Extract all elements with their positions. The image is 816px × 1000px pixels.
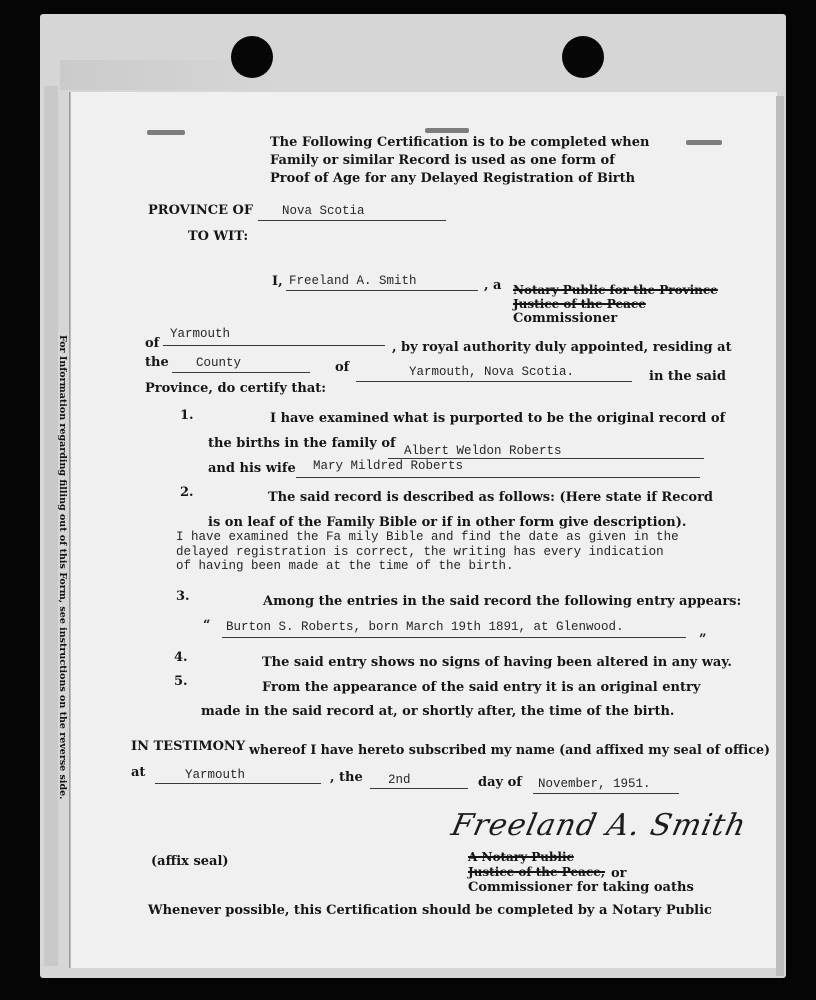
signature-or: or (611, 866, 627, 881)
testimony-place: Yarmouth (185, 768, 246, 782)
header-line-3: Proof of Age for any Delayed Registration of Birth (270, 171, 636, 186)
punch-hole-right (562, 36, 604, 78)
signature-commissioner: Commissioner for taking oaths (468, 880, 694, 895)
item-1-number: 1. (180, 408, 194, 423)
staple-mark-left (147, 130, 185, 135)
province-certify: Province, do certify that: (145, 381, 327, 396)
item-3-close-quote: ” (699, 632, 707, 647)
declarant-a: , a (484, 278, 502, 293)
page-edge-right (776, 96, 784, 976)
of-label: of (145, 336, 160, 351)
testimony-the-label: , the (330, 770, 363, 785)
item-3-entry: Burton S. Roberts, born March 19th 1891, at Glenwood. (226, 620, 624, 634)
the-label: the (145, 355, 169, 370)
affix-seal-label: (affix seal) (151, 854, 229, 869)
item-3-line-1: Among the entries in the said record the following entry appears: (263, 594, 742, 609)
item-3-number: 3. (176, 589, 190, 604)
signature-struck-justice: Justice of the Peace, (468, 865, 606, 879)
punch-hole-left (231, 36, 273, 78)
declarant-underline (286, 290, 478, 291)
header-line-1: The Following Certification is to be completed when (270, 135, 650, 150)
item-3-underline (222, 637, 686, 638)
authority-text: , by royal authority duly appointed, residing at (392, 340, 732, 355)
handwritten-signature: Freeland A. Smith (448, 808, 750, 843)
declarant-name: Freeland A. Smith (289, 274, 417, 288)
item-5-line-2: made in the said record at, or shortly after, the time of the birth. (201, 704, 675, 719)
title-struck-justice: Justice of the Peace (513, 297, 646, 311)
testimony-month-underline (533, 793, 679, 794)
signature-struck-notary: A Notary Public (468, 850, 574, 864)
testimony-day-underline (370, 788, 468, 789)
testimony-month-year: November, 1951. (538, 777, 651, 791)
testimony-day: 2nd (388, 773, 411, 787)
item-3-open-quote: “ (203, 618, 211, 633)
declarant-prefix: I, (272, 274, 283, 289)
province-label: PROVINCE OF (148, 203, 254, 218)
item-1-wife-underline (296, 477, 700, 478)
of2-underline (356, 381, 632, 382)
testimony-place-underline (155, 783, 321, 784)
testimony-text: whereof I have hereto subscribed my name (and affixed my seal of office) (249, 742, 771, 757)
item-1-father: Albert Weldon Roberts (404, 444, 562, 458)
staple-mark-center (425, 128, 469, 133)
province-underline (258, 220, 446, 221)
to-wit-label: TO WIT: (188, 229, 249, 244)
the-underline (172, 372, 310, 373)
item-1-wife: Mary Mildred Roberts (313, 459, 464, 473)
of-underline (163, 345, 385, 346)
item-5-line-1: From the appearance of the said entry it is an original entry (262, 680, 701, 695)
item-5-number: 5. (174, 674, 188, 689)
header-line-2: Family or similar Record is used as one form of (270, 153, 615, 168)
the-value: County (196, 356, 242, 370)
item-2-number: 2. (180, 485, 194, 500)
item-2-line-1: The said record is described as follows: (Here state if Record (268, 490, 714, 505)
item-2-typed-1: I have examined the Fa mily Bible and find the date as given in the (176, 530, 679, 544)
item-4-line-1: The said entry shows no signs of having been altered in any way. (262, 655, 732, 670)
testimony-at-label: at (131, 765, 146, 780)
item-2-typed-2: delayed registration is correct, the writing has every indication (176, 545, 664, 559)
item-2-typed-3: of having been made at the time of the birth. (176, 559, 514, 573)
testimony-lead: IN TESTIMONY (131, 739, 246, 754)
item-4-number: 4. (174, 650, 188, 665)
province-value: Nova Scotia (282, 204, 365, 218)
of2-label: of (335, 360, 350, 375)
title-commissioner: Commissioner (513, 311, 618, 326)
title-struck-notary: Notary Public for the Province (513, 283, 718, 297)
side-instruction-note: For Information regarding filling out of this Form, see instructions on the reverse side. (57, 335, 68, 800)
of2-value: Yarmouth, Nova Scotia. (409, 365, 575, 379)
of-value: Yarmouth (170, 327, 231, 341)
item-2-line-2: is on leaf of the Family Bible or if in other form give description). (208, 515, 687, 530)
item-1-line-1: I have examined what is purported to be the original record of (270, 411, 726, 426)
item-1-wife-label: and his wife (208, 461, 296, 476)
testimony-day-of-label: day of (478, 775, 522, 790)
in-said-label: in the said (649, 369, 726, 384)
footer-note: Whenever possible, this Certification should be completed by a Notary Public (148, 903, 712, 918)
item-1-births-label: the births in the family of (208, 436, 396, 451)
staple-mark-right (686, 140, 722, 145)
